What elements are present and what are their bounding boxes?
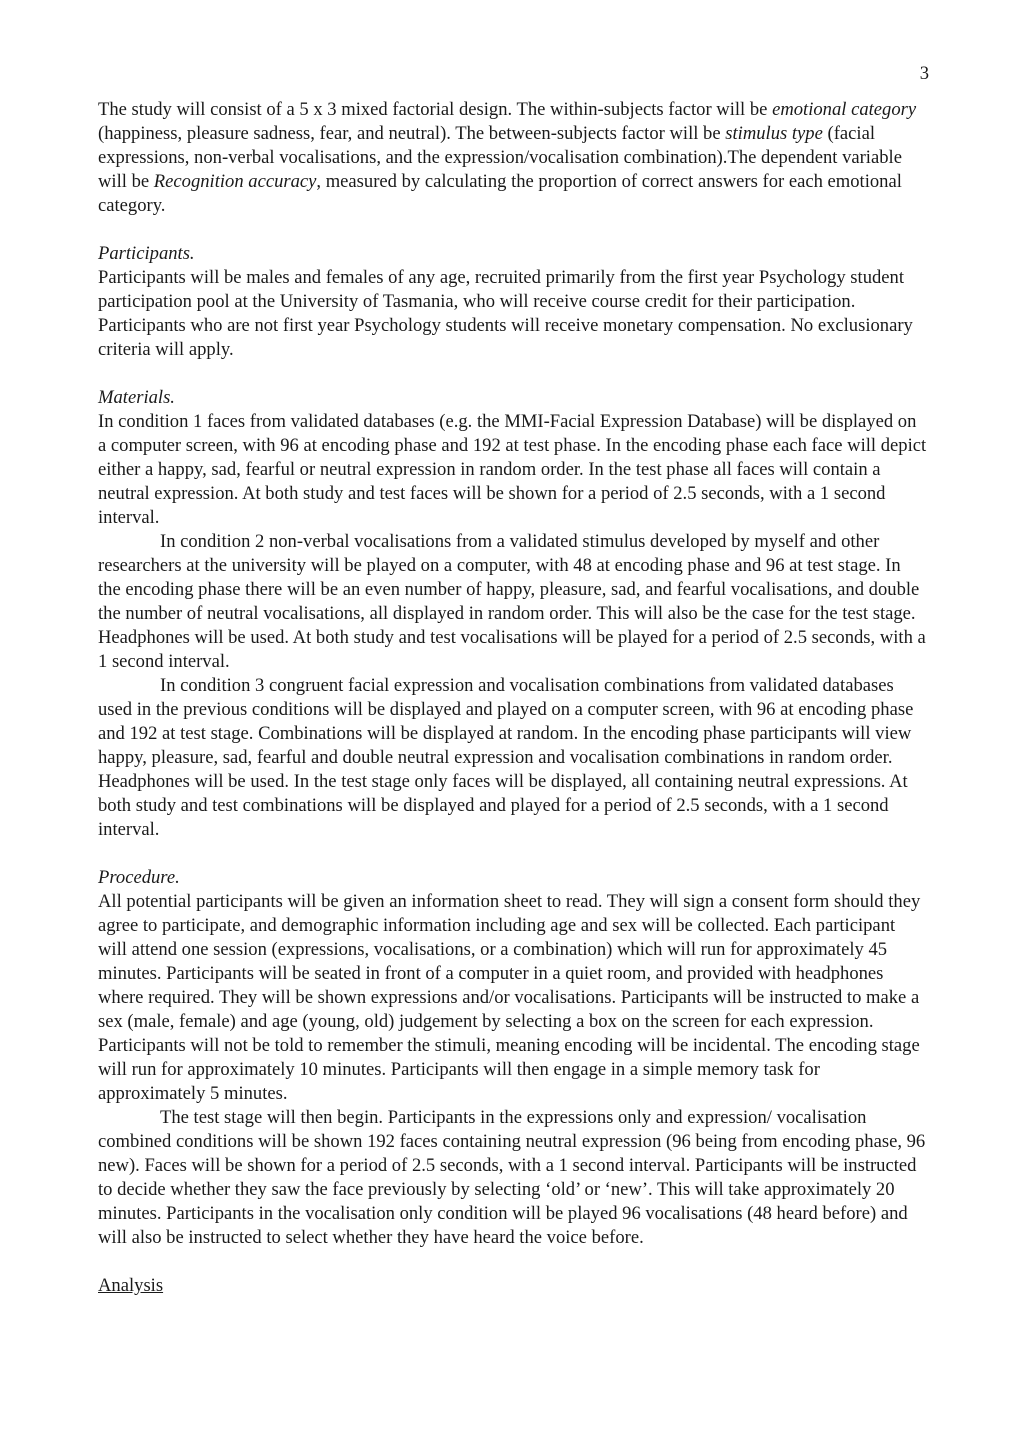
- intro-emphasis-2: stimulus type: [725, 123, 823, 144]
- procedure-paragraph-2: The test stage will then begin. Participants in the expressions only and expression/ vocalisation combined conditions will be shown 192 faces containing neutral expression (96 being from encoding phase, 96 new). Faces will be shown for a period of 2.5 seconds, with a 1 second interval. Participants will be instructed to decide whether they saw the face previously by selecting ‘old’ or ‘new’. This will take approximately 20 minutes. Participants in the vocalisation only condition will be played 96 vocalisations (48 heard before) and will also be instructed to select whether they have heard the voice before.: [98, 1107, 926, 1248]
- intro-text-2: (happiness, pleasure sadness, fear, and neutral). The between-subjects factor will be: [98, 123, 726, 144]
- intro-text-4: , measured by calculating the proportion of correct answers for each emotional category.: [98, 171, 902, 216]
- materials-heading: Materials.: [98, 387, 175, 408]
- procedure-paragraph-1: All potential participants will be given an information sheet to read. They will sign a consent form should they agree to participate, and demographic information including age and sex will be collected. Each participant will attend one session (expressions, vocalisations, or a combination) which will run for approximately 45 minutes. Participants will be seated in front of a computer in a quiet room, and provided with headphones where required. They will be shown expressions and/or vocalisations. Participants will be instructed to make a sex (male, female) and age (young, old) judgement by selecting a box on the screen for each expression. Participants will not be told to remember the stimuli, meaning encoding will be incidental. The encoding stage will run for approximately 10 minutes. Participants will then engage in a simple memory task for approximately 5 minutes.: [98, 891, 921, 1104]
- intro-emphasis-3: Recognition accuracy: [153, 171, 317, 192]
- intro-text-3: (facial expressions, non-verbal vocalisations, and the expression/vocalisation combination).The dependent variable will be: [98, 123, 902, 192]
- analysis-heading: Analysis: [98, 1275, 164, 1296]
- document-body: [98, 98, 928, 1298]
- page-number: 3: [919, 63, 929, 84]
- materials-paragraph-2: In condition 2 non-verbal vocalisations from a validated stimulus developed by myself and other researchers at the university will be played on a computer, with 48 at encoding phase and 96 at test stage. In the encoding phase there will be an even number of happy, pleasure, sad, and fearful vocalisations, and double the number of neutral vocalisations, all displayed in random order. This will also be the case for the test stage. Headphones will be used. At both study and test vocalisations will be played for a period of 2.5 seconds, with a 1 second interval.: [98, 531, 926, 672]
- materials-paragraph-3: In condition 3 congruent facial expression and vocalisation combinations from validated databases used in the previous conditions will be displayed and played on a computer screen, with 96 at encoding phase and 192 at test stage. Combinations will be displayed at random. In the encoding phase participants will view happy, pleasure, sad, fearful and double neutral expression and vocalisation combinations in random order. Headphones will be used. In the test stage only faces will be displayed, all containing neutral expressions. At both study and test combinations will be displayed and played for a period of 2.5 seconds, with a 1 second interval.: [98, 675, 914, 840]
- procedure-heading: Procedure.: [98, 867, 180, 888]
- intro-text-1: The study will consist of a 5 x 3 mixed factorial design. The within-subjects factor will be: [98, 99, 773, 120]
- participants-heading: Participants.: [98, 243, 195, 264]
- participants-paragraph: Participants will be males and females of any age, recruited primarily from the first year Psychology student participation pool at the University of Tasmania, who will receive course credit for their participation. Participants who are not first year Psychology students will receive monetary compensation. No exclusionary criteria will apply.: [98, 267, 913, 360]
- intro-emphasis-1: emotional category: [772, 99, 917, 120]
- intro-paragraph: [98, 98, 928, 218]
- materials-paragraph-1: In condition 1 faces from validated databases (e.g. the MMI-Facial Expression Database) will be displayed on a computer screen, with 96 at encoding phase and 192 at test phase. In the encoding phase each face will depict either a happy, sad, fearful or neutral expression in random order. In the test phase all faces will contain a neutral expression. At both study and test faces will be shown for a period of 2.5 seconds, with a 1 second interval.: [98, 411, 927, 528]
